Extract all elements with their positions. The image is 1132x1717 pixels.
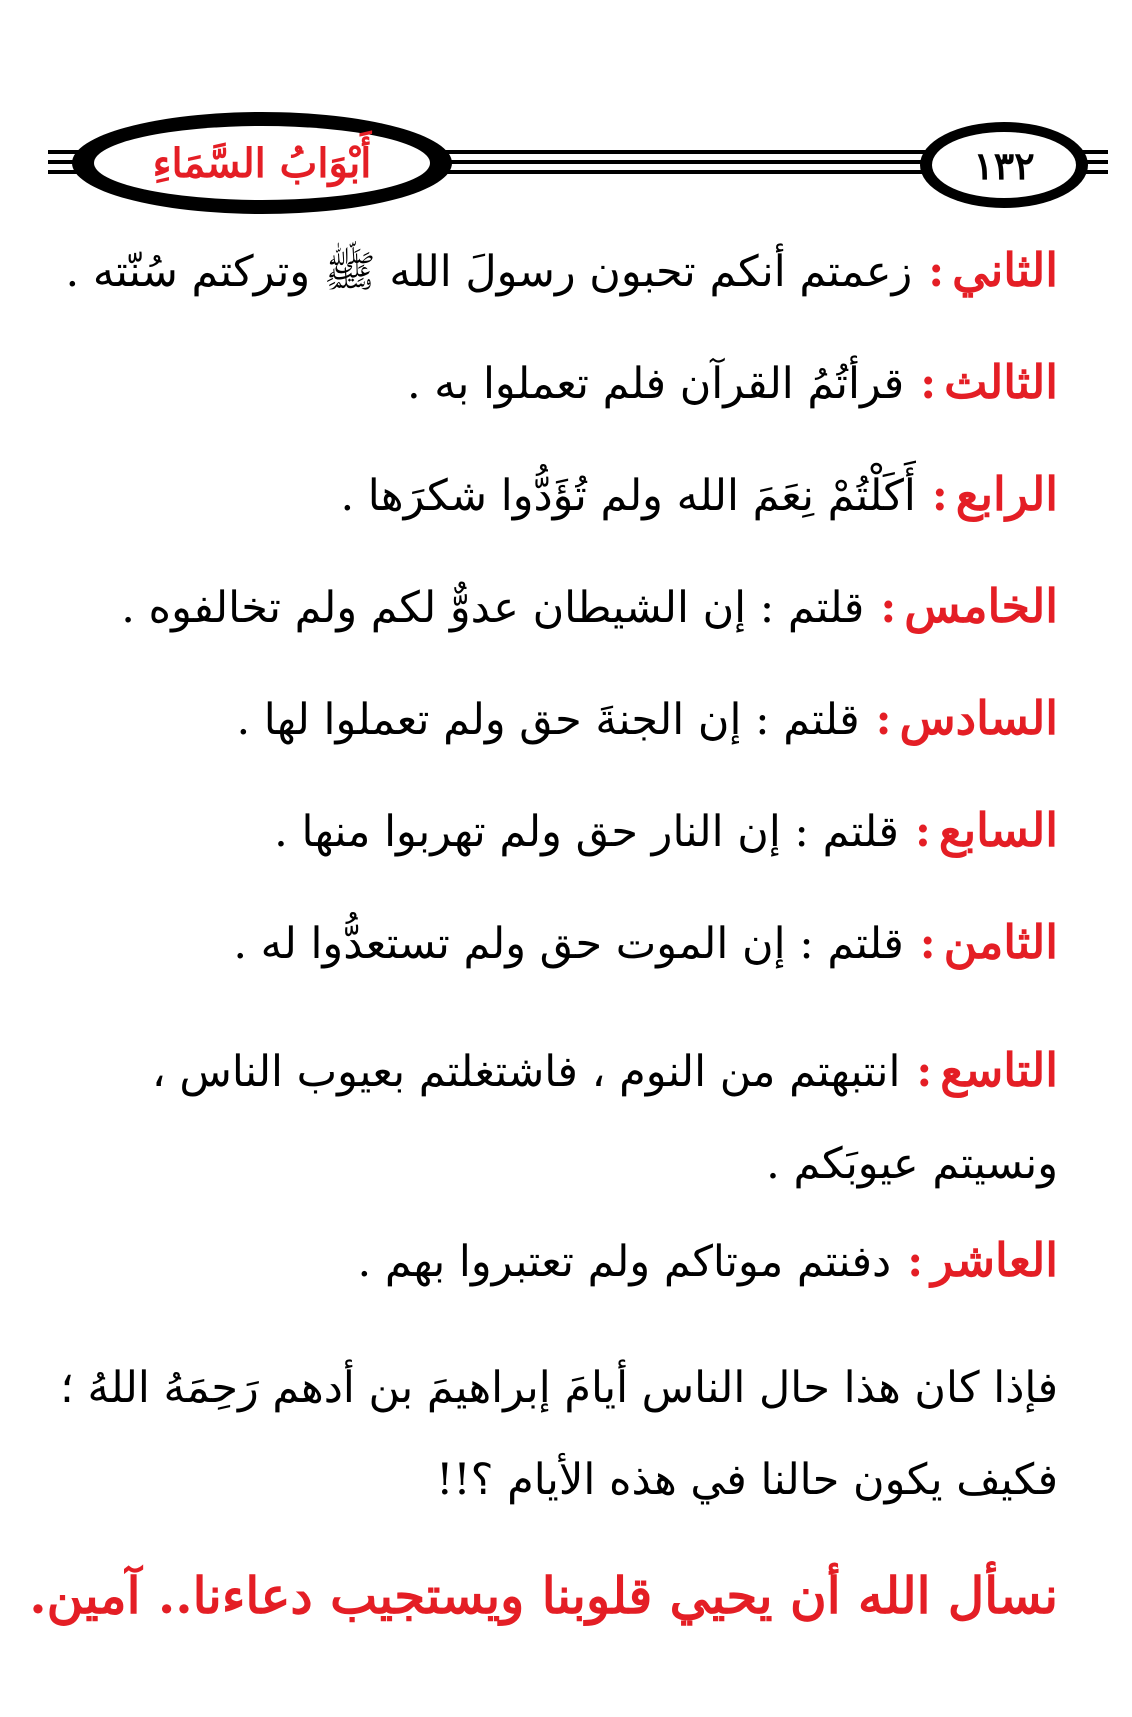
item-label: الثاني [952,243,1058,297]
item-separator: : [880,583,897,633]
item-label: العاشر [931,1233,1058,1287]
item-separator: : [914,807,931,857]
book-title: أَبْوَابُ السَّمَاءِ [94,126,430,200]
item-text: دفنتم موتاكم ولم تعتبروا بهم . [357,1237,892,1287]
item-separator: : [875,695,892,745]
list-item [44,464,1058,526]
item-separator: : [920,359,937,409]
item-separator: : [907,1237,924,1287]
item-text: انتبهتم من النوم ، فاشتغلتم بعيوب الناس ، ونسيتم عيوبَكم . [151,1047,1058,1189]
item-separator: : [919,919,936,969]
item-text: قلتم : إن الشيطان عدوٌّ لكم ولم تخالفوه . [121,583,865,633]
item-separator: : [928,247,945,297]
list-item [44,800,1058,862]
item-separator: : [931,471,948,521]
item-label: التاسع [940,1043,1058,1097]
book-title-frame [72,112,452,214]
item-label: الثالث [944,355,1058,409]
item-separator: : [916,1047,933,1097]
item-label: الثامن [943,915,1058,969]
page-body [29,240,1058,1625]
item-label: السادس [899,691,1058,745]
list-item [44,240,1058,302]
item-text: قلتم : إن الموت حق ولم تستعدُّوا له . [233,919,904,969]
list-item [44,576,1058,638]
list-item [44,1024,1058,1210]
item-text: زعمتم أنكم تحبون رسولَ الله ﷺ وتركتم سُنّته . [65,247,913,297]
list-item [44,352,1058,414]
item-label: السابع [938,803,1058,857]
list-item [44,1230,1058,1292]
page-number-frame [920,122,1088,208]
closing-paragraph: فإذا كان هذا حال الناس أيامَ إبراهيمَ بن أدهم رَحِمَهُ اللهُ ؛ فكيف يكون حالنا في هذه الأيام ؟!! [60,1363,1058,1505]
item-text: أَكَلْتُمْ نِعَمَ الله ولم تُؤَدُّوا شكرَها . [340,471,916,521]
closing-prayer: نسأل الله أن يحيي قلوبنا ويستجيب دعاءنا.. آمين. [29,1566,1058,1625]
page-number: ١٣٢ [932,132,1076,198]
item-text: قرأتُمُ القرآن فلم تعملوا به . [406,359,905,409]
item-label: الرابع [955,467,1058,521]
item-text: قلتم : إن النار حق ولم تهربوا منها . [274,807,899,857]
list-item [44,688,1058,750]
list-item [44,912,1058,974]
item-label: الخامس [904,579,1058,633]
item-text: قلتم : إن الجنةَ حق ولم تعملوا لها . [236,695,860,745]
page-header [0,0,1132,240]
